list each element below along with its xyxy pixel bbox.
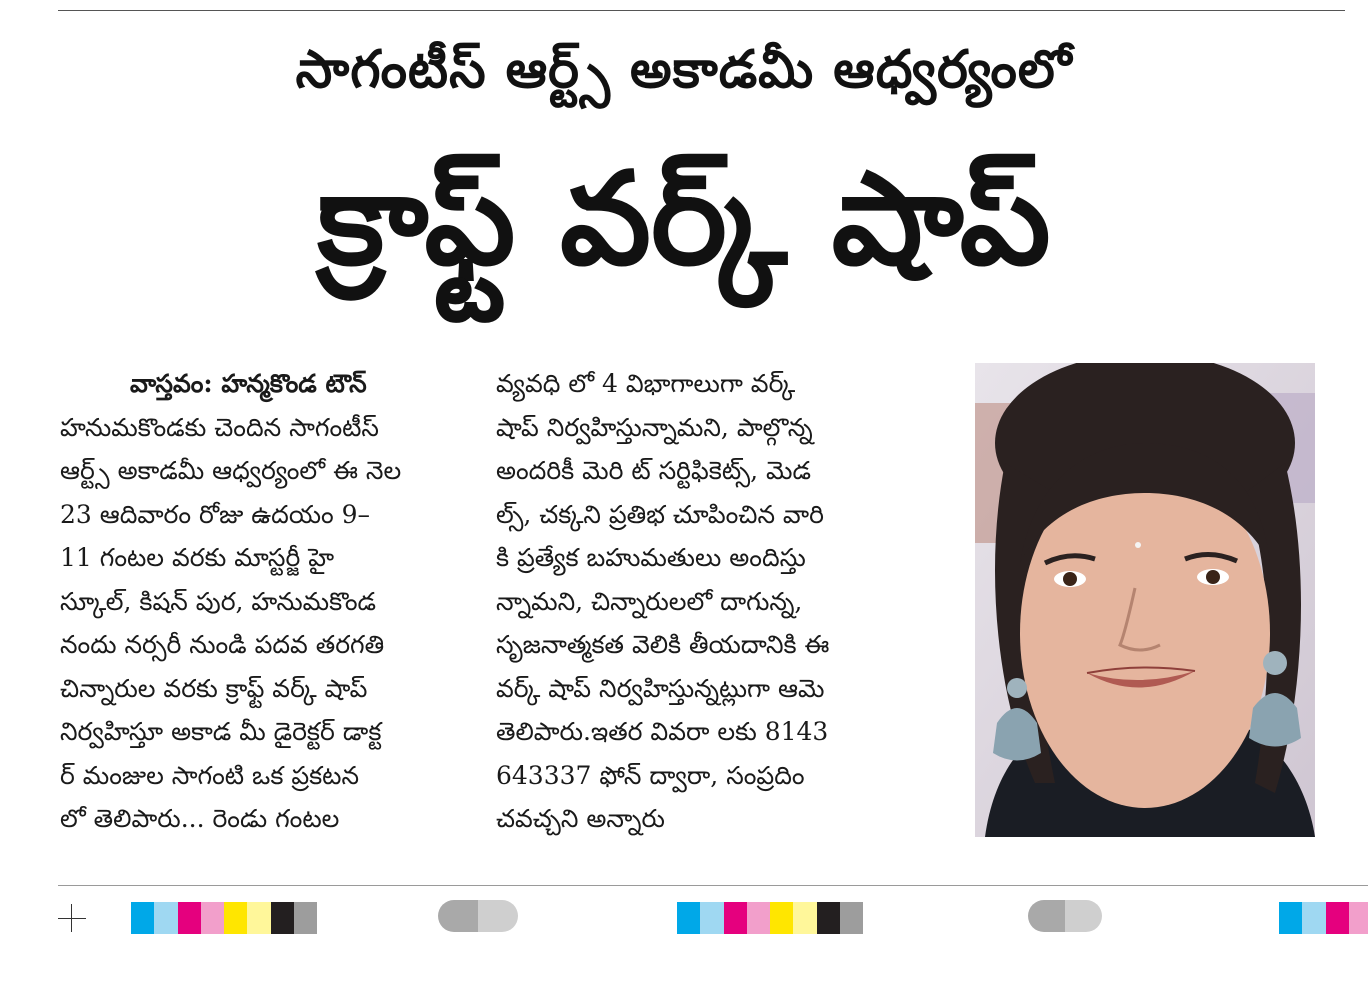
pill-segment [478, 900, 518, 932]
column-2-body [496, 362, 901, 841]
text-line: 11 గంటల వరకు మాస్టర్జీ హై [60, 543, 335, 572]
color-swatch [1326, 902, 1349, 934]
text-line: చిన్నారుల వరకు క్రాఫ్ట్ వర్క్ షాప్ [60, 673, 368, 703]
text-line: స్కూల్, కిషన్ పుర, హనుమకొండ [60, 586, 377, 616]
text-line: ల్స్, చక్కని ప్రతిభ చూపించిన వారి [496, 499, 824, 529]
color-swatch [131, 902, 154, 934]
color-swatch [224, 902, 247, 934]
color-swatch [840, 902, 863, 934]
color-swatch [677, 902, 700, 934]
portrait-photo [975, 363, 1315, 837]
text-line: తెలిపారు.ఇతర వివరా లకు 8143 [496, 717, 829, 746]
color-swatch [247, 902, 270, 934]
text-line: ఆర్ట్స్ అకాడమీ ఆధ్వర్యంలో ఈ నెల [60, 456, 402, 485]
column-1-body [60, 406, 470, 841]
bottom-rule [58, 885, 1368, 886]
color-swatch [201, 902, 224, 934]
color-swatch [793, 902, 816, 934]
gray-pill-mark [1028, 900, 1102, 932]
headline: క్రాఫ్ట్ వర్క్ షాప్ [317, 145, 1051, 294]
color-swatch [724, 902, 747, 934]
registration-mark-icon [58, 904, 86, 932]
article-column-2 [496, 362, 901, 841]
pill-segment [1028, 900, 1065, 932]
color-swatch [747, 902, 770, 934]
color-bar [131, 902, 317, 934]
dateline: వాస్తవం: హన్మకొండ టౌన్ [130, 369, 367, 398]
text-line: నిర్వహిస్తూ అకాడ మీ డైరెక్టర్ డాక్ట [60, 717, 382, 746]
gray-pill-mark [438, 900, 518, 932]
text-line: హనుమకొండకు చెందిన సాగంటీస్ [60, 412, 379, 442]
portrait-image [975, 363, 1315, 837]
color-swatch [294, 902, 317, 934]
text-line: చవచ్చని అన్నారు [496, 804, 665, 833]
text-line: వ్యవధి లో 4 విభాగాలుగా వర్క్ [496, 369, 796, 398]
color-swatch [1349, 902, 1368, 934]
text-line: సృజనాత్మకత వెలికి తీయదానికి ఈ [496, 630, 830, 659]
text-line: వర్క్ షాప్ నిర్వహిస్తున్నట్లుగా ఆమె [496, 673, 825, 703]
text-line: లో తెలిపారు... రెండు గంటల [60, 804, 340, 833]
pill-segment [1065, 900, 1102, 932]
text-line: 643337 ఫోన్ ద్వారా, సంప్రదిం [496, 760, 805, 790]
pill-segment [438, 900, 478, 932]
color-swatch [154, 902, 177, 934]
color-swatch [178, 902, 201, 934]
text-line: 23 ఆదివారం రోజు ఉదయం 9– [60, 499, 371, 529]
color-swatch [1302, 902, 1325, 934]
text-line: న్నామని, చిన్నారులలో దాగున్న, [496, 586, 803, 616]
color-swatch [700, 902, 723, 934]
color-swatch [770, 902, 793, 934]
text-line: షాప్ నిర్వహిస్తున్నామని, పాల్గొన్న [496, 412, 813, 442]
color-bar [677, 902, 863, 934]
color-swatch [271, 902, 294, 934]
top-rule [58, 10, 1345, 11]
color-swatch [1279, 902, 1302, 934]
article-column-1 [60, 362, 470, 841]
text-line: అందరికీ మెరి ట్ సర్టిఫికెట్స్, మెడ [496, 456, 812, 485]
text-line: నందు నర్సరీ నుండి పదవ తరగతి [60, 630, 385, 659]
headline-kicker: సాగంటీస్ ఆర్ట్స్ అకాడమీ ఆధ్వర్యంలో [295, 40, 1073, 100]
text-line: ర్ మంజుల సాగంటి ఒక ప్రకటన [60, 760, 359, 790]
color-bar [1279, 902, 1368, 934]
text-line: కి ప్రత్యేక బహుమతులు అందిస్తు [496, 543, 806, 572]
color-swatch [817, 902, 840, 934]
